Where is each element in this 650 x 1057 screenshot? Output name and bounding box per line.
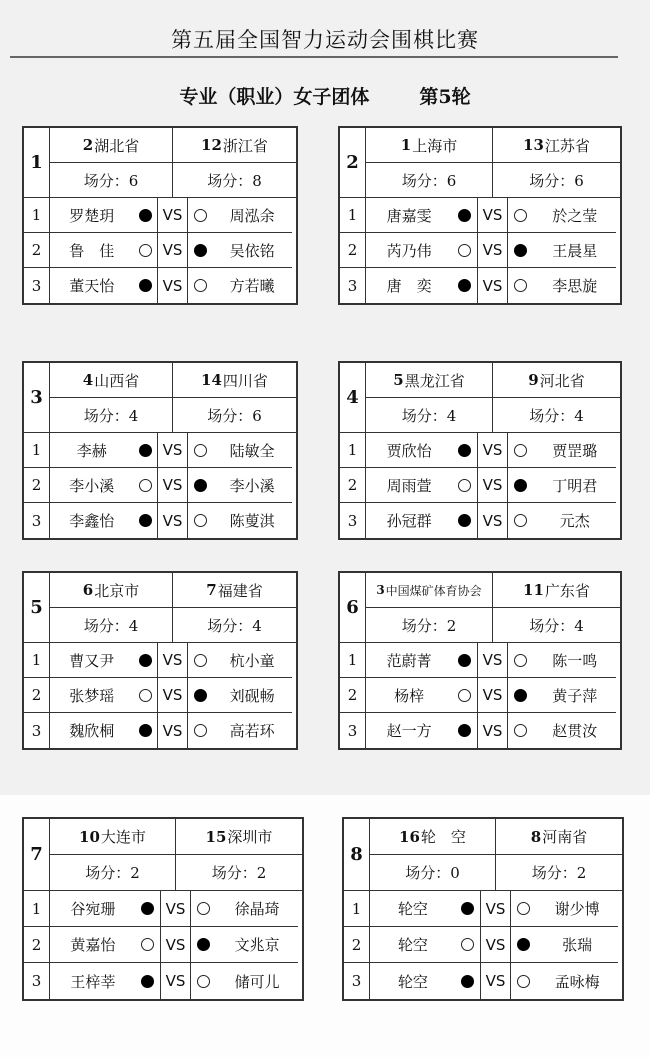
stone-cell-right [188,503,213,538]
stone-cell-right [508,713,533,748]
player-right: 高若环 [229,722,275,740]
stone-cell-left [456,963,481,999]
white-stone-icon [139,479,152,492]
player-right: 元杰 [559,512,590,530]
match-number: 8 [344,819,370,891]
team-left-name [50,573,173,608]
player-right: 文兆京 [216,927,298,963]
board-number: 3 [340,713,366,748]
team-left-name [50,819,176,855]
match-number: 4 [340,363,366,433]
team-rank: 2 [82,136,94,154]
player-left: 赵一方 [386,722,432,740]
player-left: 罗楚玥 [50,198,134,233]
player-left: 魏欣桐 [69,722,115,740]
team-left-name [366,573,493,608]
vs-label: VS [478,643,508,678]
board-number: 2 [340,233,366,268]
player-left: 杨梓 [366,678,452,713]
stone-cell-left [136,963,161,999]
vs-label: VS [161,891,191,927]
team-left-name [50,128,173,163]
team-left-name [366,128,493,163]
white-stone-icon [461,938,474,951]
team-rank: 11 [523,581,544,599]
vs-label: VS [161,963,191,999]
vs-label: VS [478,198,508,233]
player-left: 贾欣怡 [366,433,452,468]
black-stone-icon [514,479,527,492]
player-right: 方若曦 [229,277,275,295]
black-stone-icon [458,724,471,737]
vs-label: VS [158,233,188,268]
player-right: 张瑞 [536,927,618,963]
board-number: 1 [24,198,50,233]
player-right: 王晨星 [534,233,616,268]
board-number: 2 [24,927,50,963]
white-stone-icon [458,689,471,702]
stone-cell-right [511,891,536,927]
white-stone-icon [458,479,471,492]
vs-label: VS [478,268,508,303]
vs-label: VS [158,198,188,233]
player-right: 黄子萍 [534,678,616,713]
stone-cell-left [452,198,477,233]
team-name: 江苏省 [544,136,590,155]
player-left: 李小溪 [50,468,134,503]
black-stone-icon [514,689,527,702]
stone-cell-left [134,503,159,538]
white-stone-icon [194,279,207,292]
team-rank: 15 [205,827,227,846]
page-title: 第五届全国智力运动会围棋比赛 [171,28,479,52]
stone-cell-right [188,433,213,468]
white-stone-icon [194,654,207,667]
player-left: 轮空 [397,972,428,991]
team-right-name [496,819,622,855]
subtitle [0,82,650,109]
stone-cell-right [188,713,213,748]
black-stone-icon [139,724,152,737]
player-left: 唐 奕 [386,277,432,295]
board-number: 2 [24,468,50,503]
stone-cell-left [136,891,161,927]
team-name: 浙江省 [222,136,268,155]
player-right: 陈蓃淇 [229,512,275,530]
team-name: 四川省 [222,371,268,390]
team-rank: 6 [82,581,94,599]
team-right-name [173,573,296,608]
vs-label: VS [481,891,511,927]
white-stone-icon [197,902,210,915]
stone-cell-left [456,927,481,963]
board-number: 3 [24,713,50,748]
board-number: 1 [344,891,370,927]
board-number: 2 [24,678,50,713]
player-left: 董天怡 [69,277,115,295]
team-right-score: 场分：2 [496,855,622,891]
team-left-name [366,363,493,398]
player-right: 贾罡璐 [534,433,616,468]
black-stone-icon [194,479,207,492]
team-right-score: 场分：6 [173,398,296,433]
vs-label: VS [158,433,188,468]
player-right: 周泓余 [212,198,292,233]
player-left: 孙冠群 [386,512,432,530]
stone-cell-right [511,963,536,999]
stone-cell-left [452,503,477,538]
white-stone-icon [514,209,527,222]
match-number: 3 [24,363,50,433]
team-rank: 5 [393,371,404,389]
player-right: 储可儿 [234,972,280,991]
team-rank: 3 [376,583,385,597]
event-name: 专业（职业）女子团体 [179,86,370,108]
player-left: 曹又尹 [50,643,134,678]
match-number: 5 [24,573,50,643]
black-stone-icon [139,654,152,667]
stone-cell-right [508,643,533,678]
stone-cell-right [188,678,213,713]
player-left: 王梓莘 [70,972,116,991]
team-name: 轮 空 [420,828,466,846]
player-right: 孟咏梅 [554,972,600,991]
black-stone-icon [139,279,152,292]
team-rank: 4 [82,371,94,389]
stone-cell-right [188,198,213,233]
player-left: 李赫 [50,433,134,468]
white-stone-icon [514,514,527,527]
white-stone-icon [141,938,154,951]
stone-cell-right [508,678,533,713]
round-label: 第5轮 [419,86,471,108]
stone-cell-left [452,268,477,303]
board-number: 2 [340,678,366,713]
black-stone-icon [458,279,471,292]
player-left: 黄嘉怡 [50,927,136,963]
team-name: 中国煤矿体育协会 [385,583,482,598]
stone-cell-right [508,233,533,268]
player-right: 李思旋 [552,277,598,295]
team-right-name [493,128,620,163]
white-stone-icon [194,514,207,527]
stone-cell-right [188,268,213,303]
board-number: 3 [24,503,50,538]
stone-cell-left [134,198,159,233]
team-name: 福建省 [217,581,263,600]
vs-label: VS [158,503,188,538]
board-number: 3 [340,503,366,538]
black-stone-icon [461,902,474,915]
team-right-score: 场分：2 [176,855,302,891]
player-left: 鲁 佳 [50,233,134,268]
player-left: 唐嘉雯 [366,198,452,233]
black-stone-icon [139,209,152,222]
stone-cell-right [191,963,216,999]
board-number: 1 [24,891,50,927]
team-rank: 1 [400,136,412,154]
black-stone-icon [194,689,207,702]
board-number: 1 [24,433,50,468]
player-left: 张梦瑶 [50,678,134,713]
team-rank: 12 [201,136,222,154]
black-stone-icon [514,244,527,257]
black-stone-icon [194,244,207,257]
white-stone-icon [514,724,527,737]
stone-cell-left [134,643,159,678]
stone-cell-right [508,468,533,503]
board-number: 2 [344,927,370,963]
board-number: 1 [340,433,366,468]
black-stone-icon [139,444,152,457]
vs-label: VS [158,678,188,713]
team-left-score: 场分：2 [366,608,493,643]
stone-cell-left [452,433,477,468]
team-left-score: 场分：4 [366,398,493,433]
match-table [22,817,304,1001]
vs-label: VS [478,678,508,713]
team-rank: 13 [523,136,544,154]
board-number: 1 [340,643,366,678]
player-right: 谢少博 [536,891,618,927]
team-left-score: 场分：4 [50,608,173,643]
team-right-name [493,573,620,608]
team-name: 湖北省 [94,136,140,155]
title-divider [10,56,618,58]
team-name: 大连市 [100,828,146,846]
stone-cell-right [508,503,533,538]
board-number: 3 [340,268,366,303]
player-right: 陈一鸣 [534,643,616,678]
vs-label: VS [478,468,508,503]
white-stone-icon [197,975,210,988]
team-right-score: 场分：4 [173,608,296,643]
black-stone-icon [141,902,154,915]
match-number: 6 [340,573,366,643]
stone-cell-left [134,268,159,303]
team-left-score: 场分：6 [366,163,493,198]
match-table [338,361,622,540]
team-name: 深圳市 [227,828,273,846]
board-number: 1 [24,643,50,678]
black-stone-icon [458,514,471,527]
match-number: 2 [340,128,366,198]
team-left-score: 场分：6 [50,163,173,198]
player-right: 赵贯汝 [552,722,598,740]
board-number: 3 [344,963,370,999]
vs-label: VS [478,433,508,468]
stone-cell-left [452,678,477,713]
player-left: 周雨萱 [366,468,452,503]
player-right: 於之莹 [534,198,616,233]
match-table [338,571,622,750]
stone-cell-right [508,198,533,233]
stone-cell-left [452,233,477,268]
match-table [342,817,624,1001]
black-stone-icon [197,938,210,951]
team-name: 北京市 [94,581,140,600]
stone-cell-right [191,891,216,927]
team-left-score: 场分：0 [370,855,496,891]
black-stone-icon [139,514,152,527]
vs-label: VS [158,643,188,678]
team-right-score: 场分：6 [493,163,620,198]
team-right-name [173,363,296,398]
stone-cell-left [134,433,159,468]
white-stone-icon [194,724,207,737]
white-stone-icon [139,689,152,702]
vs-label: VS [158,268,188,303]
player-left: 轮空 [370,927,456,963]
vs-label: VS [158,468,188,503]
match-table [22,571,298,750]
player-right: 李小溪 [212,468,292,503]
team-left-name [370,819,496,855]
board-number: 1 [340,198,366,233]
vs-label: VS [481,963,511,999]
black-stone-icon [517,938,530,951]
player-right: 陆敏全 [212,433,292,468]
stone-cell-right [188,468,213,503]
white-stone-icon [517,975,530,988]
vs-label: VS [161,927,191,963]
vs-label: VS [478,233,508,268]
vs-label: VS [158,713,188,748]
match-table [22,126,298,305]
white-stone-icon [514,444,527,457]
stone-cell-left [452,468,477,503]
stone-cell-left [456,891,481,927]
team-right-name [173,128,296,163]
white-stone-icon [514,279,527,292]
black-stone-icon [458,444,471,457]
board-number: 2 [340,468,366,503]
team-rank: 9 [528,371,539,389]
match-table [22,361,298,540]
team-rank: 7 [206,581,217,599]
black-stone-icon [461,975,474,988]
team-name: 河北省 [539,371,585,390]
stone-cell-left [452,643,477,678]
vs-label: VS [478,503,508,538]
team-name: 黑龙江省 [404,371,465,390]
player-right: 丁明君 [534,468,616,503]
stone-cell-right [188,643,213,678]
team-right-name [493,363,620,398]
team-name: 河南省 [542,828,588,846]
player-left: 谷宛珊 [50,891,136,927]
player-left: 范蔚菁 [366,643,452,678]
white-stone-icon [139,244,152,257]
stone-cell-right [508,433,533,468]
team-left-score: 场分：2 [50,855,176,891]
white-stone-icon [194,209,207,222]
vs-label: VS [481,927,511,963]
team-rank: 14 [201,371,222,389]
match-table [338,126,622,305]
team-name: 上海市 [412,136,458,155]
vs-label: VS [478,713,508,748]
player-left: 芮乃伟 [366,233,452,268]
black-stone-icon [458,654,471,667]
stone-cell-left [134,233,159,268]
stone-cell-left [452,713,477,748]
white-stone-icon [458,244,471,257]
black-stone-icon [141,975,154,988]
board-number: 3 [24,268,50,303]
team-name: 山西省 [94,371,140,390]
player-right: 刘砚畅 [212,678,292,713]
player-left: 李鑫怡 [69,512,115,530]
team-name: 广东省 [544,581,590,600]
stone-cell-right [508,268,533,303]
match-number: 1 [24,128,50,198]
white-stone-icon [194,444,207,457]
board-number: 2 [24,233,50,268]
white-stone-icon [514,654,527,667]
stone-cell-right [188,233,213,268]
player-right: 杭小童 [212,643,292,678]
stone-cell-left [134,678,159,713]
team-right-score: 场分：4 [493,398,620,433]
stone-cell-left [134,468,159,503]
team-rank: 8 [530,827,542,846]
team-right-score: 场分：4 [493,608,620,643]
stone-cell-left [136,927,161,963]
team-left-name [50,363,173,398]
player-right: 徐晶琦 [216,891,298,927]
match-number: 7 [24,819,50,891]
team-right-score: 场分：8 [173,163,296,198]
stone-cell-left [134,713,159,748]
board-number: 3 [24,963,50,999]
team-left-score: 场分：4 [50,398,173,433]
team-rank: 16 [399,827,420,846]
black-stone-icon [458,209,471,222]
team-rank: 10 [79,827,100,846]
player-left: 轮空 [370,891,456,927]
stone-cell-right [511,927,536,963]
player-right: 吴依铭 [212,233,292,268]
team-right-name [176,819,302,855]
stone-cell-right [191,927,216,963]
white-stone-icon [517,902,530,915]
